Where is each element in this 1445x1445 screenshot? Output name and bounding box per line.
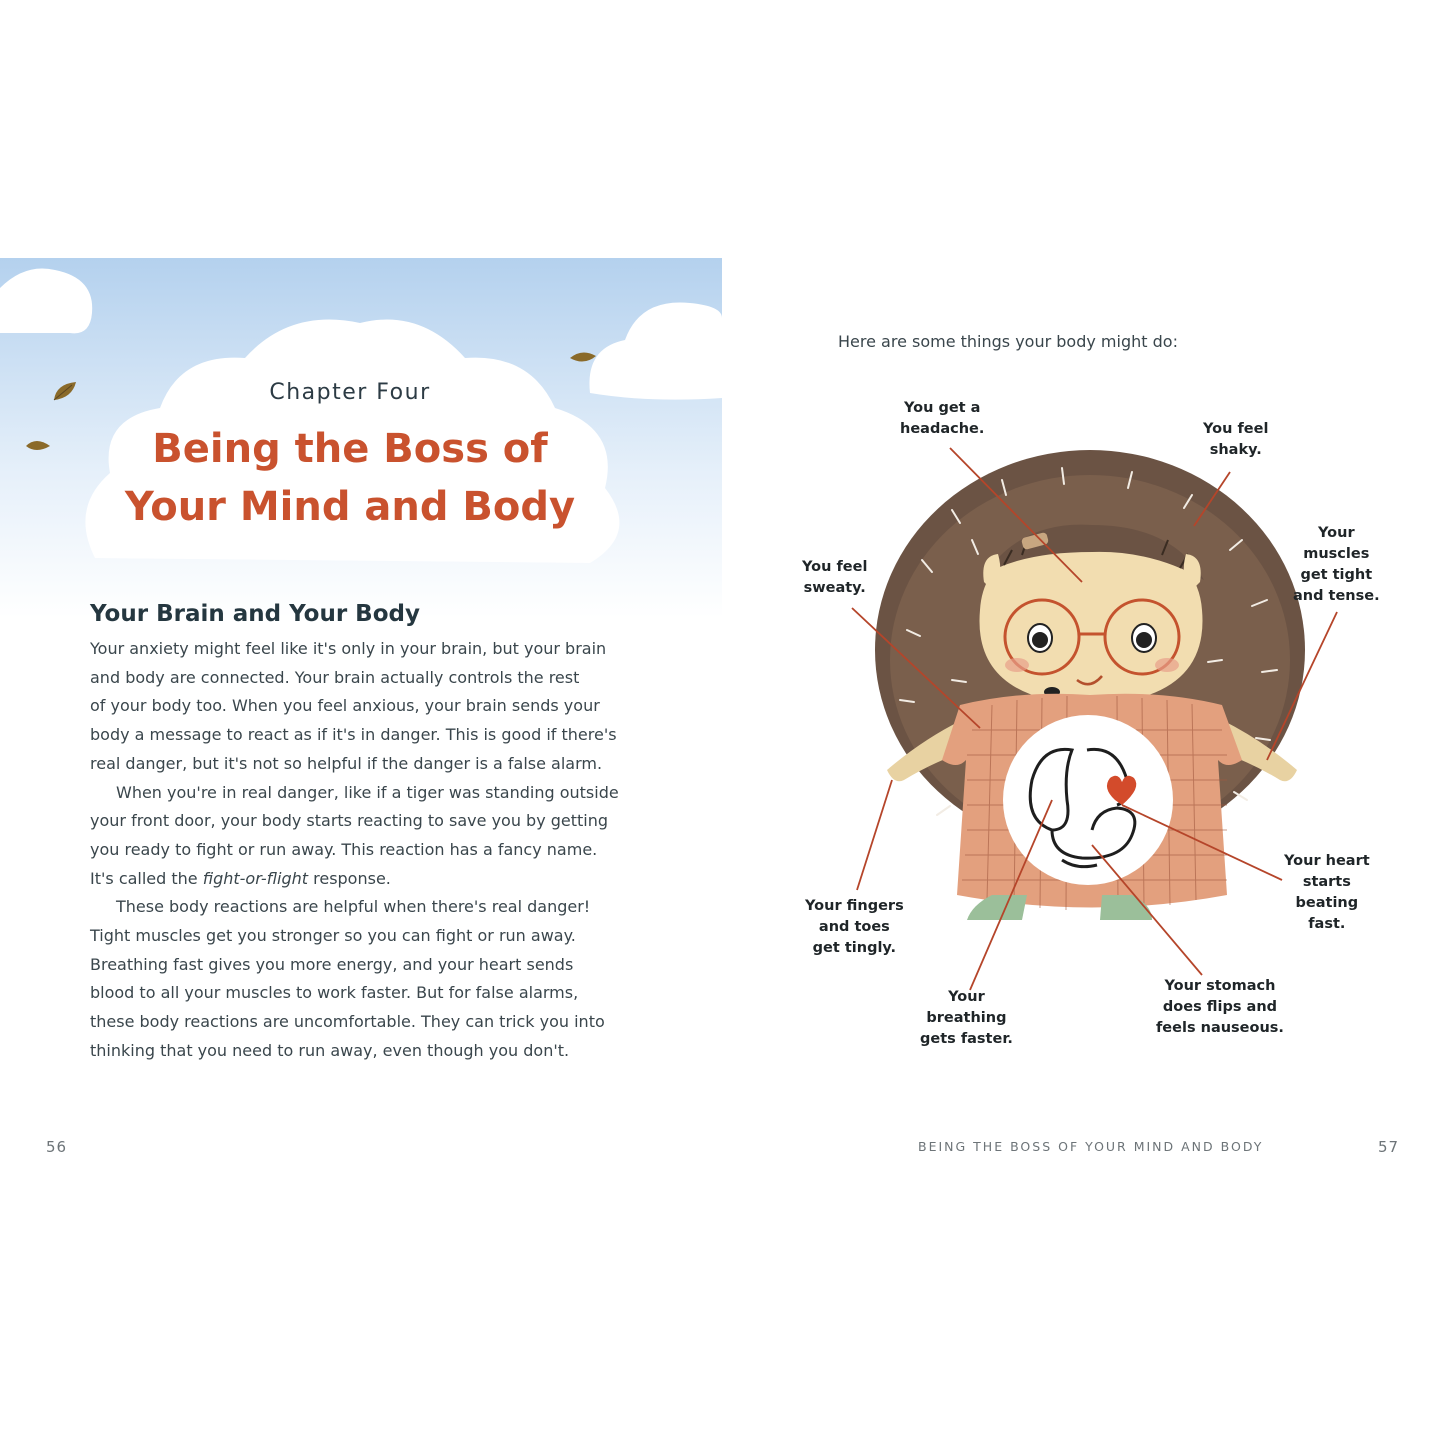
body-line: Your anxiety might feel like it's only in your brain, but your brain — [90, 639, 607, 658]
body-text — [90, 635, 650, 1066]
body-text-fragment: It's called the — [90, 868, 203, 888]
callout-line: gets faster. — [920, 1031, 1013, 1047]
body-line: and body are connected. Your brain actually controls the rest — [90, 667, 580, 687]
body-line: of your body too. When you feel anxious, your brain sends your — [90, 696, 600, 716]
page-number-left: 56 — [46, 1138, 68, 1156]
body-line: body a message to react as if it's in danger. This is good if there's — [90, 725, 617, 745]
section-heading: Your Brain and Your Body — [90, 601, 420, 627]
callout-stomach — [1156, 976, 1284, 1039]
page-number-right: 57 — [1378, 1138, 1400, 1156]
left-page — [0, 0, 722, 1445]
callout-line: and toes — [818, 919, 890, 935]
body-line: These body reactions are helpful when there's real danger! — [116, 897, 591, 917]
running-head: BEING THE BOSS OF YOUR MIND AND BODY — [918, 1139, 1264, 1154]
callout-line: beating — [1295, 895, 1359, 911]
callout-sweaty — [802, 557, 867, 599]
callout-line: You feel — [802, 559, 868, 575]
callout-line: sweaty. — [803, 580, 866, 596]
callout-headache — [900, 398, 984, 440]
body-line: When you're in real danger, like if a tiger was standing outside — [116, 782, 619, 802]
callout-line: breathing — [926, 1010, 1007, 1026]
body-line: your front door, your body starts reacting to save you by getting — [90, 811, 609, 831]
diagram-intro: Here are some things your body might do: — [838, 332, 1178, 351]
body-line: thinking that you need to run away, even though you don't. — [90, 1040, 570, 1060]
callout-line: Your fingers — [805, 898, 904, 914]
body-line: Tight muscles get you stronger so you can fight or run away. — [90, 926, 576, 946]
emphasis-term: fight-or-flight — [202, 868, 309, 888]
callout-line: You get a — [903, 400, 981, 416]
callout-line: get tight — [1300, 567, 1373, 583]
body-line: you ready to fight or run away. This reaction has a fancy name. — [90, 839, 598, 859]
callout-line: does flips and — [1162, 999, 1278, 1015]
callout-line: Your stomach — [1164, 978, 1276, 994]
callout-line: muscles — [1303, 546, 1370, 562]
callout-line: shaky. — [1209, 442, 1262, 458]
body-line: real danger, but it's not so helpful if the danger is a false alarm. — [90, 753, 603, 773]
callout-line: get tingly. — [812, 940, 897, 956]
chapter-label: Chapter Four — [269, 380, 431, 405]
callout-line: Your — [948, 989, 985, 1005]
callout-line: feels nauseous. — [1156, 1020, 1284, 1036]
callout-line: starts — [1302, 874, 1351, 890]
body-line: these body reactions are uncomfortable. They can trick you into — [90, 1012, 605, 1032]
callout-line: headache. — [900, 421, 985, 437]
callout-line: You feel — [1203, 421, 1269, 437]
callout-heart — [1284, 851, 1370, 935]
callout-fingers — [805, 896, 904, 959]
callout-line: and tense. — [1293, 588, 1380, 604]
leaf-icon — [24, 438, 52, 458]
callout-line: fast. — [1308, 916, 1346, 932]
leaf-icon — [568, 350, 598, 370]
body-line: Breathing fast gives you more energy, and your heart sends — [90, 954, 574, 974]
callout-line: Your heart — [1284, 853, 1370, 869]
callout-shaky — [1203, 419, 1268, 461]
body-line — [90, 865, 650, 894]
callout-line: Your — [1318, 525, 1355, 541]
callout-muscles — [1293, 523, 1380, 607]
callout-breathing — [920, 987, 1013, 1050]
body-text-fragment: response. — [308, 868, 391, 888]
chapter-title: Being the Boss of Your Mind and Body — [124, 426, 576, 530]
body-line: blood to all your muscles to work faster. But for false alarms, — [90, 983, 579, 1003]
